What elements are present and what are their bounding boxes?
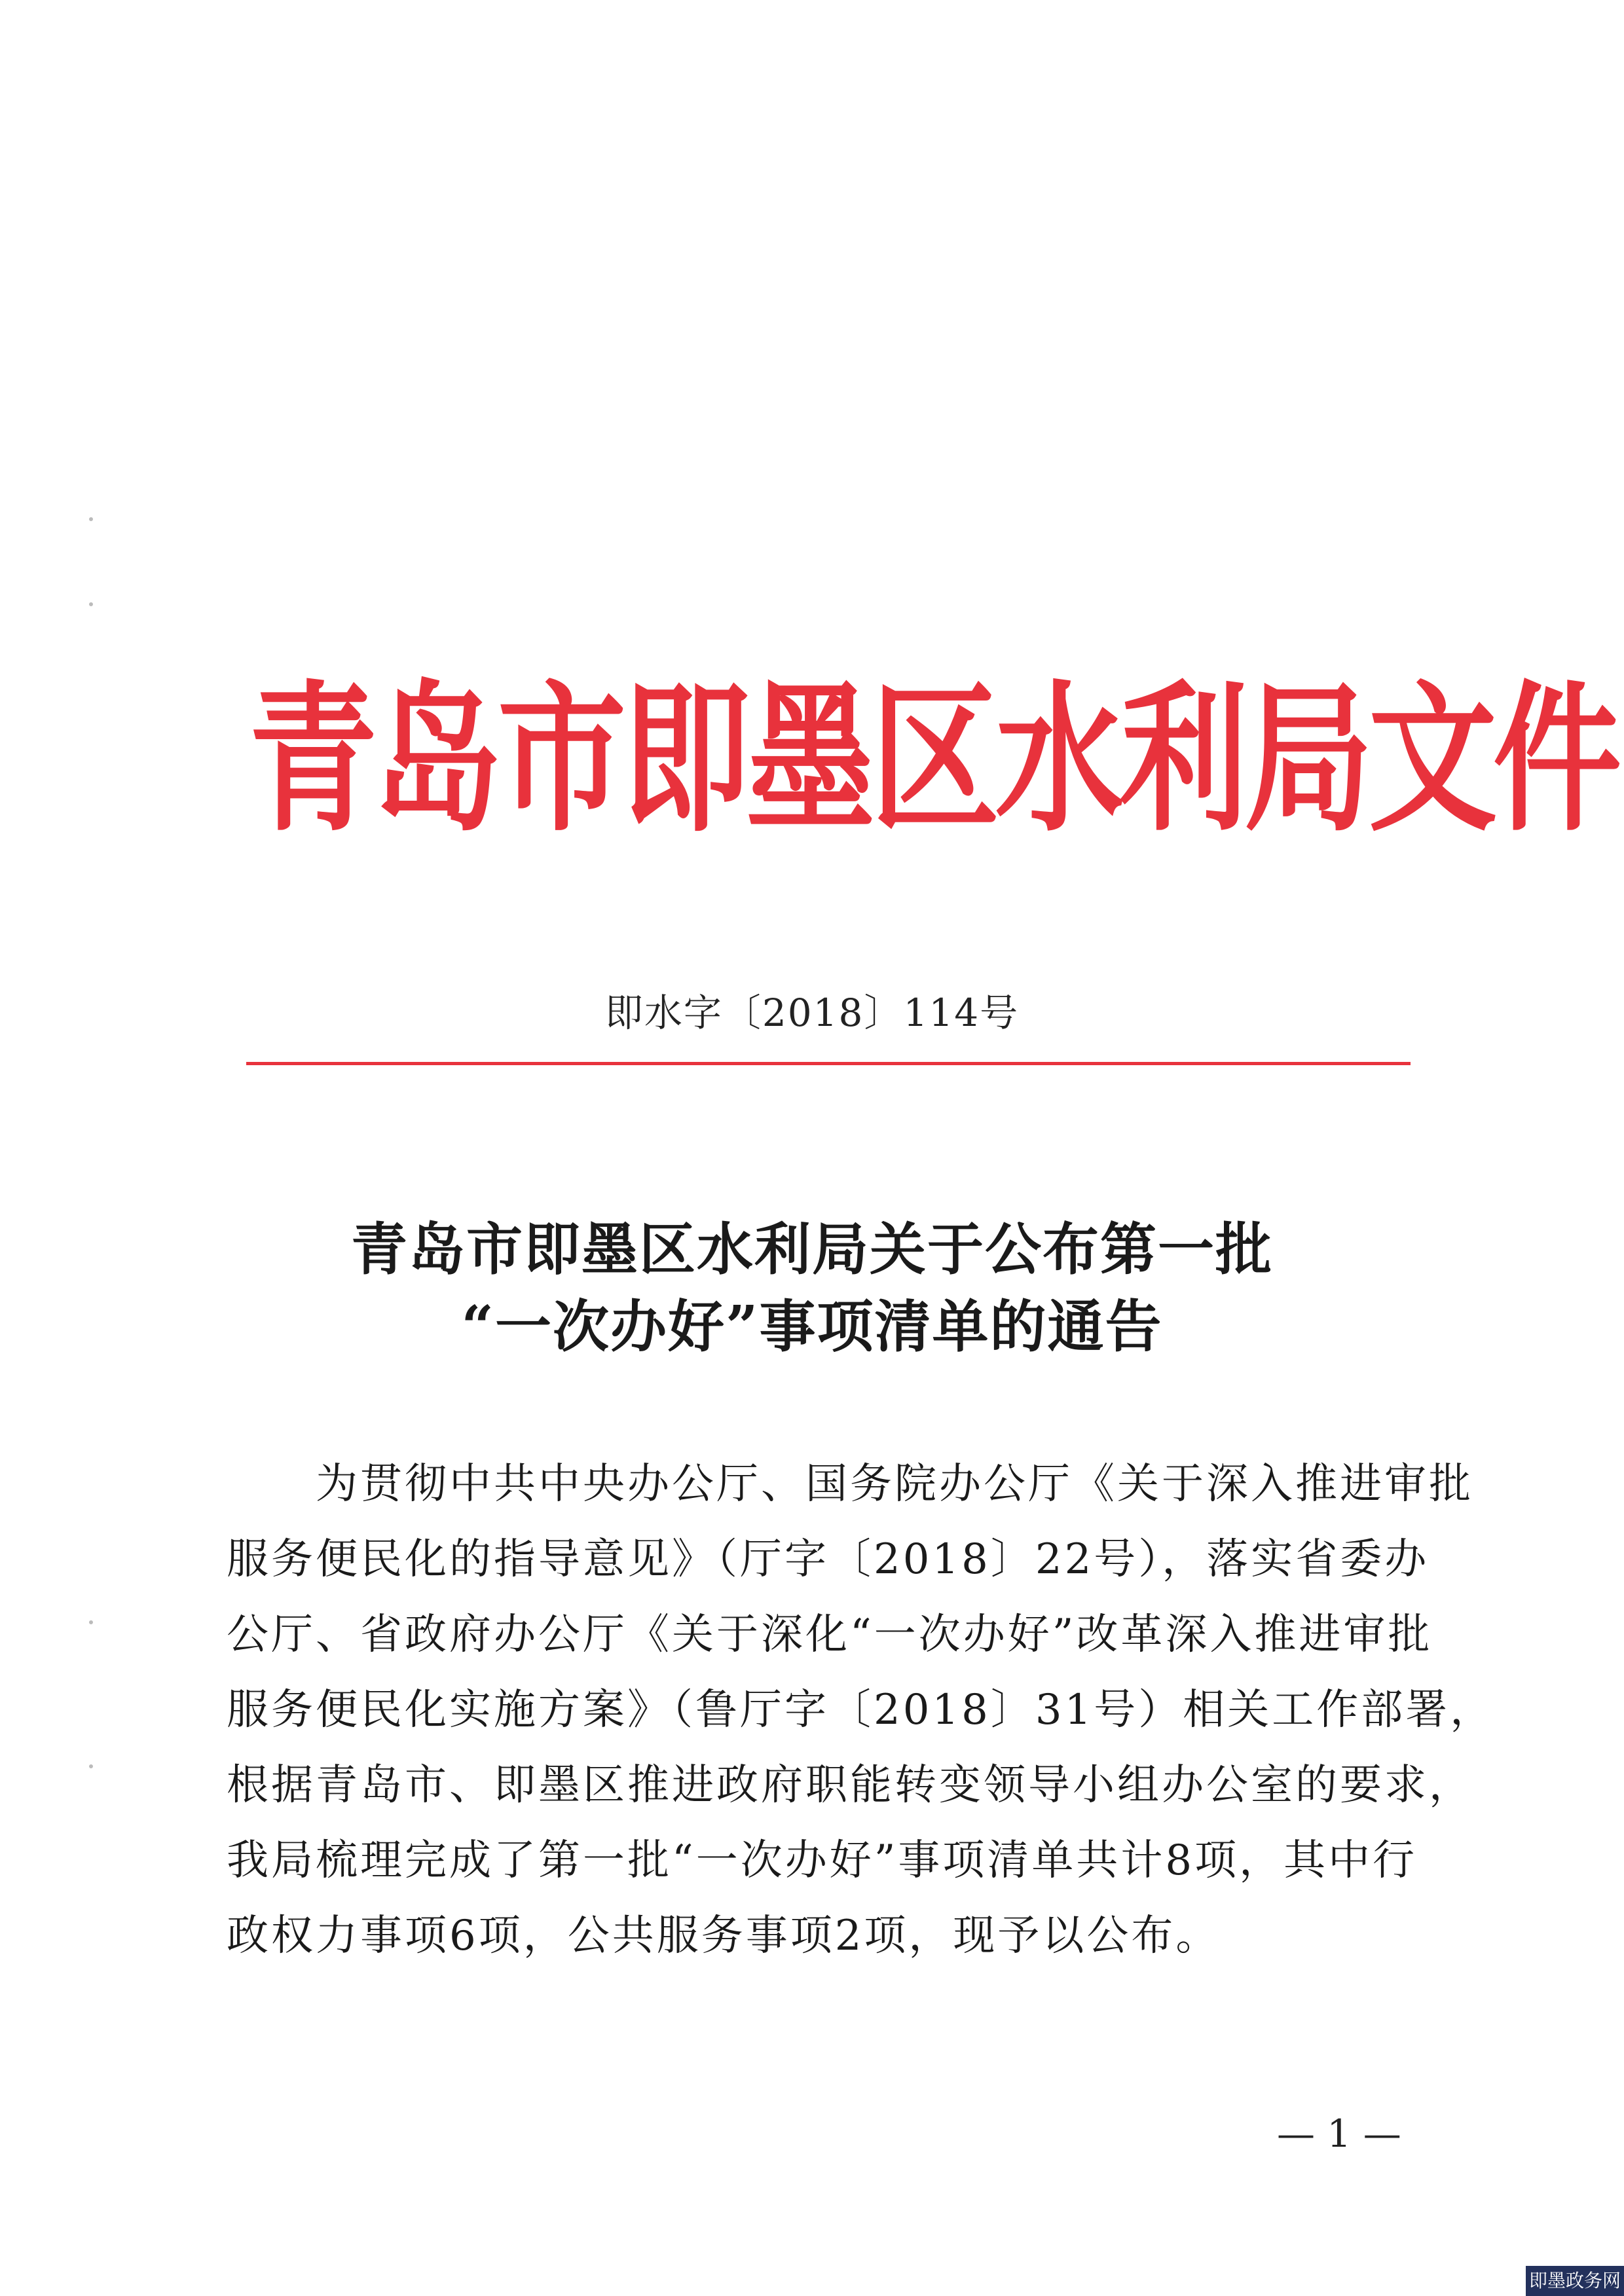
notice-title-line-1: 青岛市即墨区水利局关于公布第一批 bbox=[351, 1216, 1273, 1283]
body-line: 根据青岛市、即墨区推进政府职能转变领导小组办公室的要求， bbox=[227, 1761, 1473, 1810]
red-divider-line bbox=[246, 1062, 1411, 1065]
red-header-title: 青岛市即墨区水利局文件 bbox=[249, 665, 1618, 854]
notice-title-line-2: “一次办好”事项清单的通告 bbox=[461, 1294, 1163, 1360]
scan-speck bbox=[89, 1620, 93, 1624]
body-line: 政权力事项6项，公共服务事项2项，现予以公布。 bbox=[227, 1912, 1221, 1960]
body-paragraph bbox=[227, 1447, 1495, 1974]
body-line: 我局梳理完成了第一批“一次办好”事项清单共计8项，其中行 bbox=[227, 1836, 1418, 1885]
scan-speck bbox=[89, 517, 93, 521]
scan-speck bbox=[89, 602, 93, 606]
body-line: 为贯彻中共中央办公厅、国务院办公厅《关于深入推进审批 bbox=[227, 1460, 1473, 1508]
notice-title bbox=[0, 1211, 1624, 1366]
page-number: — 1 — bbox=[1277, 2111, 1401, 2156]
body-line: 服务便民化的指导意见》（厅字〔2018〕22号），落实省委办 bbox=[227, 1535, 1430, 1584]
body-line: 服务便民化实施方案》（鲁厅字〔2018〕31号）相关工作部署， bbox=[227, 1686, 1495, 1734]
document-number: 即水字〔2018〕114号 bbox=[604, 991, 1020, 1035]
site-watermark: 即墨政务网 bbox=[1526, 2266, 1624, 2296]
scan-speck bbox=[89, 1764, 93, 1768]
body-line: 公厅、省政府办公厅《关于深化“一次办好”改革深入推进审批 bbox=[227, 1611, 1433, 1659]
